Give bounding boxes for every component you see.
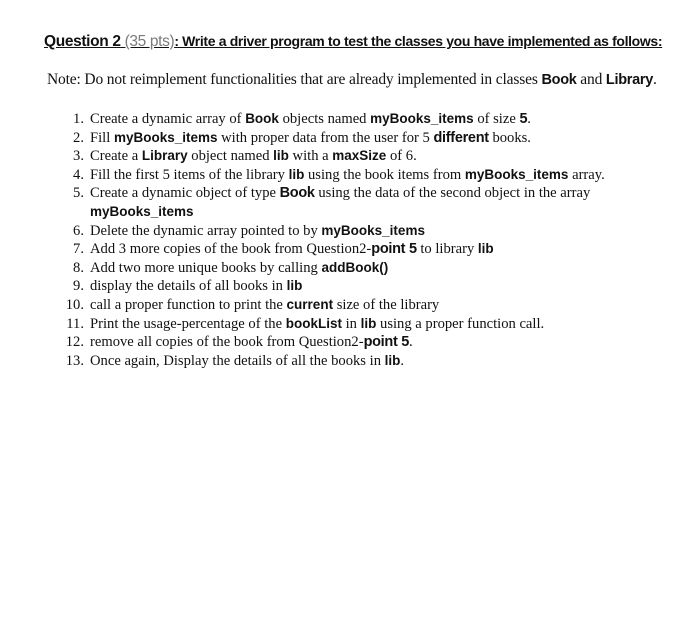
step-text: with a (288, 148, 333, 165)
step-text: object named (187, 148, 274, 165)
step-text: Add 3 more copies of the book from Question2- (90, 241, 372, 258)
step-keyword: myBooks_items (464, 166, 569, 182)
step-text: to library (416, 241, 478, 258)
step-keyword: Book (279, 185, 315, 202)
step-text: Create a dynamic object of type (90, 185, 280, 202)
heading-instruction: : Write a driver program to test the classes you have implemented as follows: (174, 33, 663, 49)
step-text: call a proper function to print the (90, 296, 287, 313)
points-label: (35 pts) (124, 33, 175, 50)
step-number: 10. (65, 296, 84, 313)
step-keyword: lib (273, 148, 289, 164)
step-item (54, 110, 694, 129)
step-text: Fill (90, 129, 114, 146)
step-text: using a proper function call. (376, 315, 545, 332)
step-text: Delete the dynamic array pointed to by (90, 222, 322, 239)
step-keyword: lib (286, 278, 303, 294)
step-item (54, 129, 694, 148)
step-keyword: Library (141, 148, 188, 164)
step-keyword: maxSize (332, 148, 387, 164)
step-item (54, 352, 694, 371)
step-text: . (408, 334, 413, 351)
step-text: array. (568, 166, 605, 183)
step-item (54, 222, 694, 241)
step-keyword: point 5 (371, 241, 417, 258)
step-item (54, 259, 694, 278)
step-text: of 6. (386, 148, 417, 165)
step-item (54, 147, 694, 166)
step-number: 9. (73, 278, 84, 295)
note-text: Note: Do not reimplement functionalities that are already implemented in classes (47, 71, 542, 88)
step-item (54, 315, 694, 334)
step-text: . (400, 352, 405, 369)
step-keyword: lib (477, 241, 494, 257)
note-and: and (576, 71, 606, 88)
steps-list (54, 110, 694, 370)
step-keyword: lib (360, 315, 377, 331)
step-text: Once again, Display the details of all the books in (90, 352, 385, 369)
step-number: 4. (73, 166, 84, 183)
step-text: size of the library (333, 296, 440, 313)
step-keyword: lib (384, 352, 401, 368)
note-class-library: Library (605, 72, 653, 88)
step-item (54, 277, 694, 296)
step-text: of size (473, 111, 520, 127)
step-keyword: myBooks_items (321, 222, 425, 238)
note-end: . (652, 71, 657, 88)
step-item (54, 184, 650, 221)
step-number: 8. (73, 259, 84, 276)
step-number: 2. (73, 129, 84, 146)
step-text: in (341, 315, 361, 332)
step-number: 11. (66, 315, 84, 332)
step-text: Create a dynamic array of (90, 111, 246, 127)
step-keyword: Book (245, 111, 279, 126)
step-number: 7. (73, 241, 84, 258)
step-keyword: different (433, 129, 489, 146)
step-text: objects named (278, 111, 371, 127)
step-number: 13. (65, 352, 84, 369)
step-text: Create a (90, 148, 142, 165)
note-line (47, 71, 687, 89)
note-class-book: Book (541, 72, 577, 88)
step-number: 1. (73, 111, 84, 127)
step-keyword: addBook() (321, 259, 389, 275)
step-keyword: myBooks_items (370, 111, 474, 126)
step-text: Add two more unique books by calling (90, 259, 322, 276)
step-item (54, 240, 694, 259)
step-text: remove all copies of the book from Question2- (90, 334, 364, 351)
step-keyword: bookList (285, 315, 342, 331)
question-heading (44, 33, 684, 51)
step-item (54, 166, 694, 185)
step-number: 6. (73, 222, 84, 239)
step-keyword: lib (288, 166, 305, 182)
step-text: books. (488, 129, 531, 146)
step-text: using the data of the second object in the array (314, 185, 591, 202)
step-keyword: myBooks_items (90, 203, 194, 219)
step-keyword: 5 (519, 111, 528, 127)
step-item (54, 296, 694, 315)
step-number: 12. (65, 334, 84, 351)
step-item (54, 333, 694, 352)
step-text: with proper data from the user for 5 (217, 129, 434, 146)
step-keyword: point 5 (363, 334, 409, 351)
step-keyword: current (286, 296, 334, 312)
question-label: Question 2 (44, 33, 121, 50)
step-text: display the details of all books in (90, 278, 287, 295)
step-keyword: myBooks_items (113, 129, 218, 145)
step-number: 5. (73, 185, 84, 202)
step-number: 3. (73, 148, 84, 165)
step-text: Fill the first 5 items of the library (90, 166, 289, 183)
step-text: . (527, 111, 531, 127)
step-text: Print the usage-percentage of the (90, 315, 286, 332)
step-text: using the book items from (304, 166, 465, 183)
